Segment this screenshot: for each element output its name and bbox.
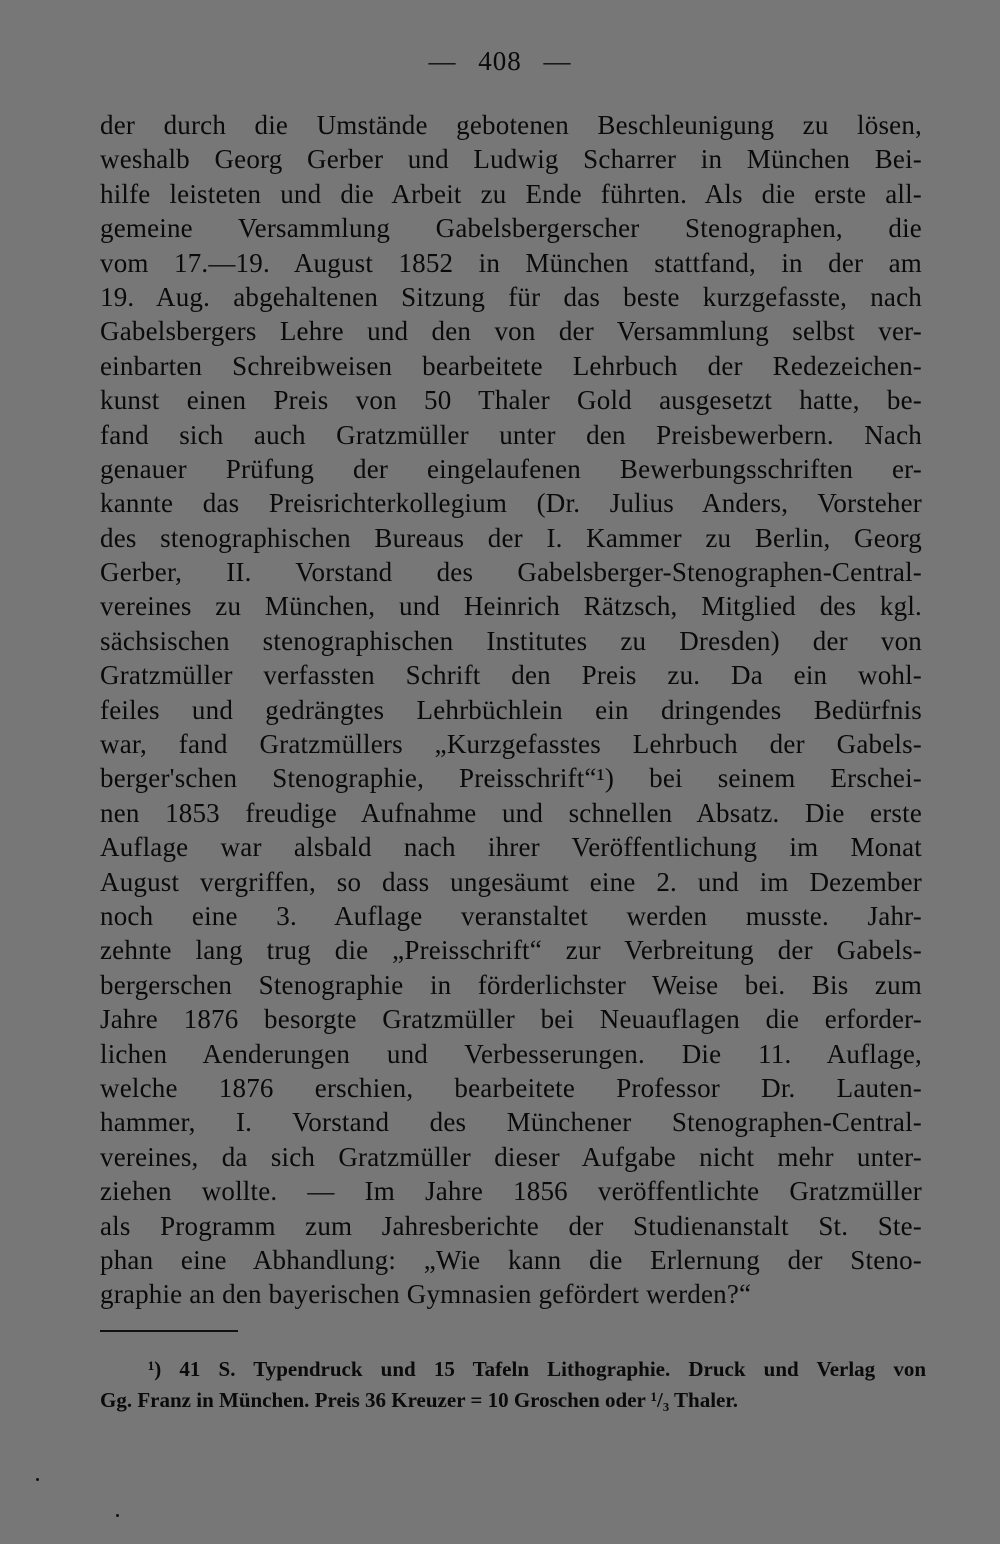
text-line: Gerber, II. Vorstand des Gabelsberger-Stenographen-Central- [100, 557, 922, 588]
scan-speck [36, 1478, 39, 1481]
text-line: feiles und gedrängtes Lehrbüchlein ein dringendes Bedürfnis [100, 694, 922, 725]
text-line: hammer, I. Vorstand des Münchener Stenographen-Central- [100, 1107, 922, 1138]
text-line: Gabelsbergers Lehre und den von der Versammlung selbst ver- [100, 316, 922, 347]
text-line: hilfe leisteten und die Arbeit zu Ende führten. Als die erste all- [100, 178, 922, 209]
text-line: Auflage war alsbald nach ihrer Veröffentlichung im Monat [100, 832, 922, 863]
text-line: zehnte lang trug die „Preisschrift“ zur Verbreitung der Gabels- [100, 935, 922, 966]
text-line: genauer Prüfung der eingelaufenen Bewerbungsschriften er- [100, 453, 922, 484]
body-text [100, 108, 922, 1312]
text-line: August vergriffen, so dass ungesäumt eine 2. und im Dezember [100, 866, 922, 897]
text-line: nen 1853 freudige Aufnahme und schnellen Absatz. Die erste [100, 797, 922, 828]
scan-speck [116, 1514, 119, 1517]
footnote-separator [100, 1330, 238, 1332]
text-line: kunst einen Preis von 50 Thaler Gold ausgesetzt hatte, be- [100, 385, 922, 416]
text-line: ziehen wollte. — Im Jahre 1856 veröffentlichte Gratzmüller [100, 1176, 922, 1207]
text-line: berger'schen Stenographie, Preisschrift“¹) bei seinem Erschei- [100, 763, 922, 794]
text-line: als Programm zum Jahresberichte der Studienanstalt St. Ste- [100, 1210, 922, 1241]
text-line: phan eine Abhandlung: „Wie kann die Erlernung der Steno- [100, 1244, 922, 1275]
text-line: war, fand Gratzmüllers „Kurzgefasstes Lehrbuch der Gabels- [100, 729, 922, 760]
text-line: fand sich auch Gratzmüller unter den Preisbewerbern. Nach [100, 419, 922, 450]
text-line: des stenographischen Bureaus der I. Kammer zu Berlin, Georg [100, 522, 922, 553]
text-line: vereines, da sich Gratzmüller dieser Aufgabe nicht mehr unter- [100, 1141, 922, 1172]
text-line: der durch die Umstände gebotenen Beschleunigung zu lösen, [100, 110, 922, 140]
text-line: vom 17.—19. August 1852 in München stattfand, in der am [100, 247, 922, 278]
text-line: lichen Aenderungen und Verbesserungen. Die 11. Auflage, [100, 1038, 922, 1069]
text-line: vereines zu München, und Heinrich Rätzsch, Mitglied des kgl. [100, 591, 922, 622]
text-line: weshalb Georg Gerber und Ludwig Scharrer in München Bei- [100, 144, 922, 175]
footnote-line: ¹) 41 S. Typendruck und 15 Tafeln Lithographie. Druck und Verlag von [148, 1357, 926, 1381]
text-line: Gratzmüller verfassten Schrift den Preis zu. Da ein wohl- [100, 660, 922, 691]
text-line: bergerschen Stenographie in förderlichster Weise bei. Bis zum [100, 969, 922, 1000]
text-line: gemeine Versammlung Gabelsbergerscher Stenographen, die [100, 213, 922, 244]
footnote-line: Gg. Franz in München. Preis 36 Kreuzer = 10 Groschen oder ¹/₃ Thaler. [100, 1388, 739, 1412]
footnotes [100, 1354, 926, 1416]
page-number: — 408 — [428, 46, 572, 76]
text-line: kannte das Preisrichterkollegium (Dr. Julius Anders, Vorsteher [100, 488, 922, 519]
text-line: Jahre 1876 besorgte Gratzmüller bei Neuauflagen die erforder- [100, 1004, 922, 1035]
text-line: sächsischen stenographischen Institutes zu Dresden) der von [100, 625, 922, 656]
text-line: 19. Aug. abgehaltenen Sitzung für das beste kurzgefasste, nach [100, 281, 922, 312]
text-line: welche 1876 erschien, bearbeitete Professor Dr. Lauten- [100, 1072, 922, 1103]
text-line: noch eine 3. Auflage veranstaltet werden musste. Jahr- [100, 900, 922, 931]
text-line: einbarten Schreibweisen bearbeitete Lehrbuch der Redezeichen- [100, 350, 922, 381]
text-line: graphie an den bayerischen Gymnasien gefördert werden?“ [100, 1279, 752, 1310]
